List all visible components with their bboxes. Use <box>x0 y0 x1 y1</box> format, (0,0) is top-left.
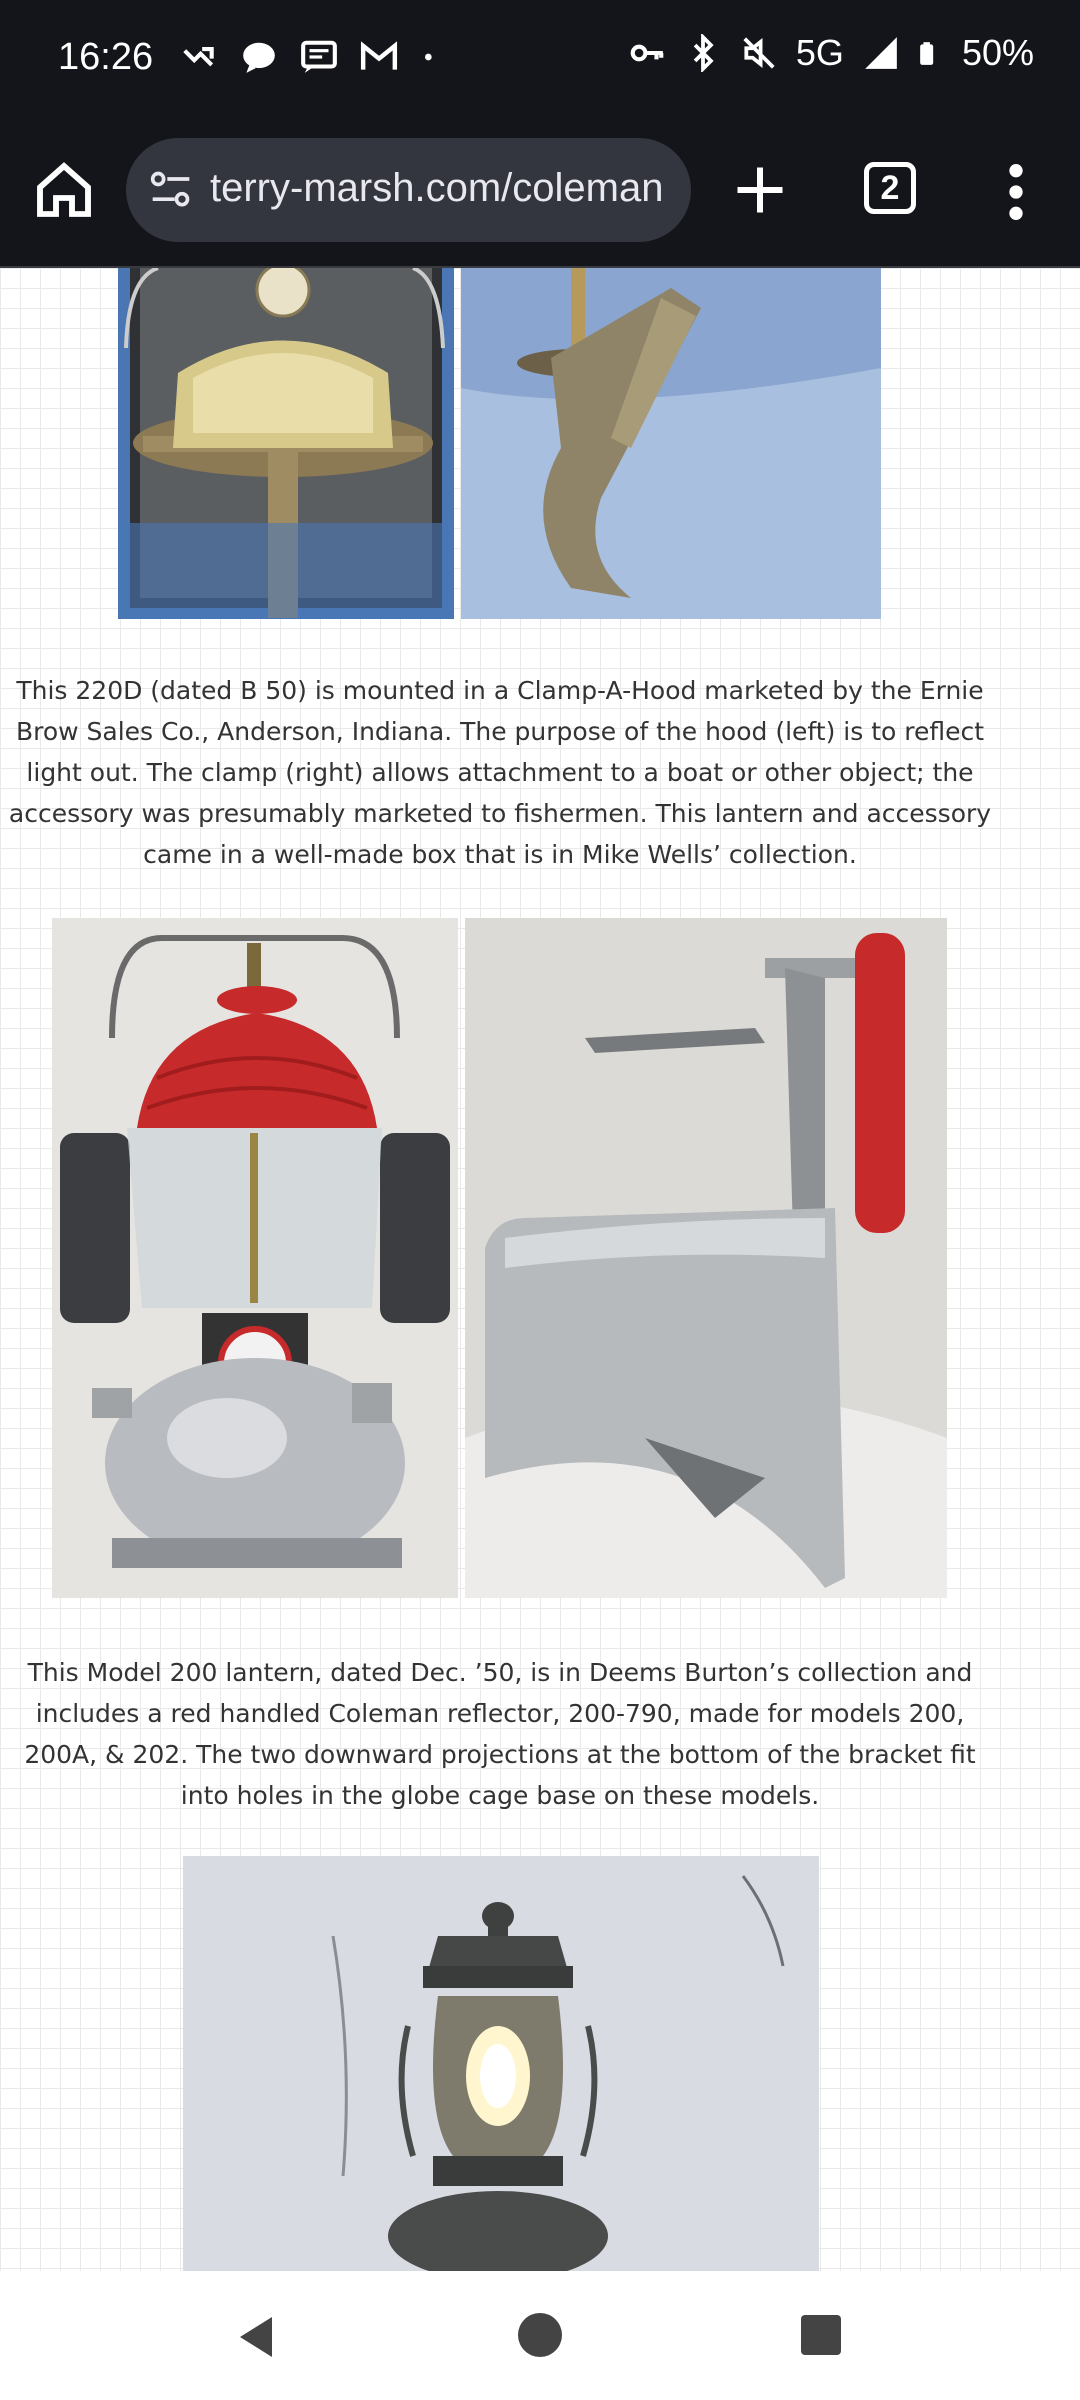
home-button[interactable] <box>32 158 96 222</box>
notification-icons <box>180 38 440 76</box>
message-icon <box>300 38 338 76</box>
page-content <box>0 268 1080 2271</box>
battery-level: 50% <box>961 32 1034 73</box>
chat-bubble-icon <box>240 38 278 76</box>
url-bar[interactable] <box>126 138 691 242</box>
status-bar <box>0 0 1080 118</box>
red-lantern-photo <box>52 918 458 1598</box>
network-type: 5G <box>795 32 844 73</box>
site-settings-icon[interactable] <box>148 168 194 212</box>
battery-icon <box>918 34 944 72</box>
system-icons <box>628 32 1034 74</box>
url-text[interactable]: terry-marsh.com/coleman <box>210 166 664 210</box>
status-time: 16:26 <box>58 36 154 78</box>
tab-switcher-button[interactable]: 2 <box>864 162 916 214</box>
signal-icon <box>862 34 900 72</box>
home-nav-icon[interactable] <box>518 2313 562 2357</box>
dot-icon <box>420 38 440 76</box>
clamp-photo <box>461 268 881 619</box>
system-nav-bar <box>0 2271 1080 2400</box>
caption-clamp-a-hood: This 220D (dated B 50) is mounted in a Clamp-A-Hood marketed by the Ernie Brow Sales Co., Anderson, Indiana. The purpose of the hood (left) is to reflect light out. The clamp (right) allows attachment to a boat or other object; the accessory was presumably marketed to fishermen. This lantern and accessory came in a well-made box that is in Mike Wells’ collection. <box>8 676 992 869</box>
reflector-photo <box>465 918 947 1598</box>
mute-icon <box>740 34 778 72</box>
new-tab-button[interactable] <box>730 160 790 220</box>
recents-icon[interactable] <box>801 2315 841 2355</box>
lantern-in-hood-photo <box>118 268 454 619</box>
snow-lantern-photo <box>183 1856 819 2271</box>
back-icon[interactable] <box>236 2315 276 2359</box>
missed-call-icon <box>180 38 218 76</box>
gmail-icon <box>360 38 398 76</box>
vpn-key-icon <box>628 34 666 72</box>
caption-model-200: This Model 200 lantern, dated Dec. ’50, is in Deems Burton’s collection and includes a red handled Coleman reflector, 200-790, made for models 200, 200A, & 202. The two downward projections at the bottom of the bracket fit into holes in the globe cage base on these models. <box>24 1658 976 1810</box>
bluetooth-icon <box>684 34 722 72</box>
browser-toolbar <box>0 118 1080 268</box>
more-menu-icon[interactable] <box>1002 160 1030 224</box>
